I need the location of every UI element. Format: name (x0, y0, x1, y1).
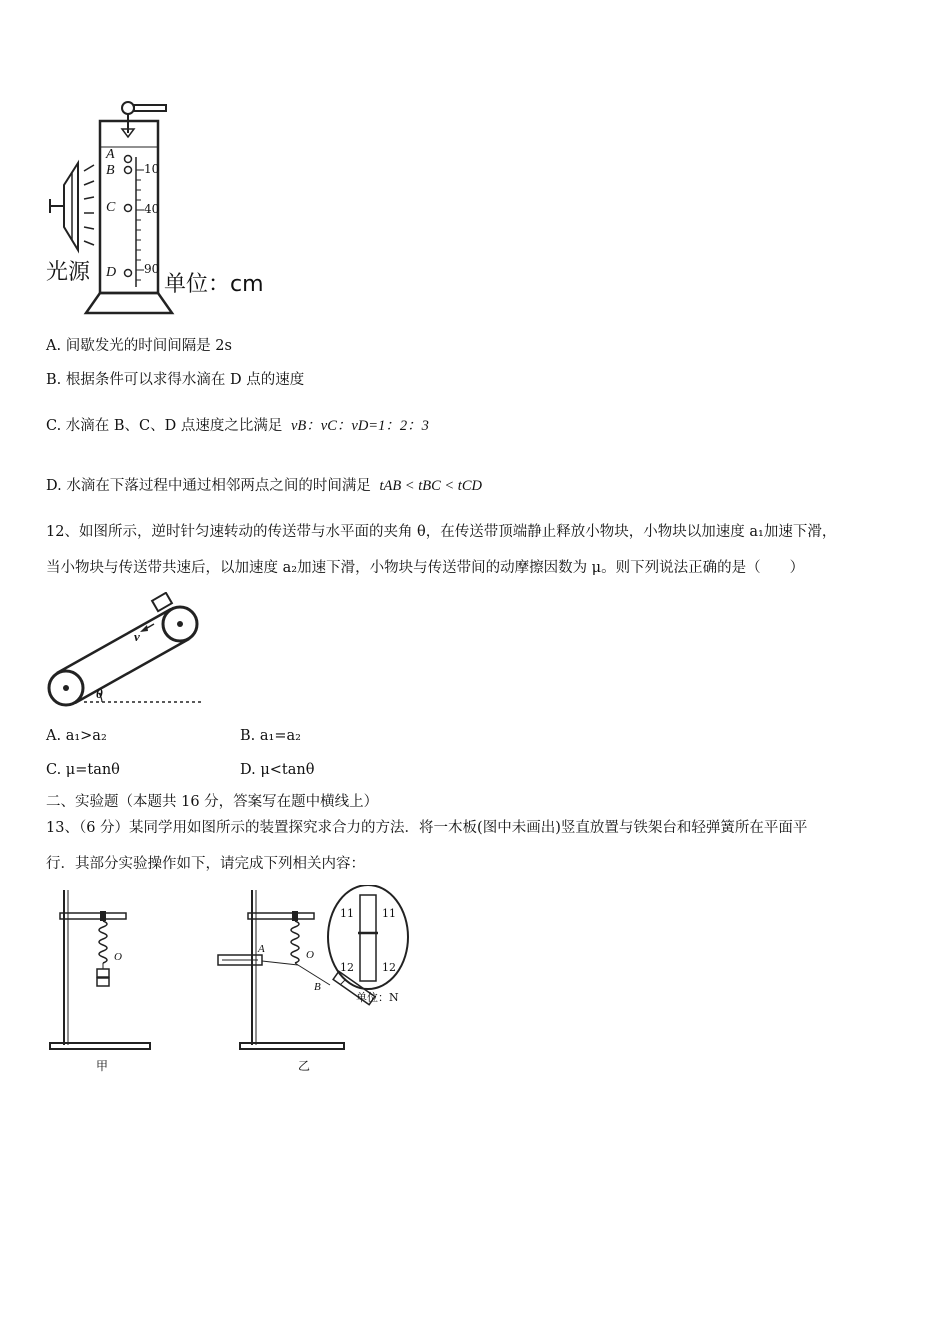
caption-jia: 甲 (96, 1059, 109, 1073)
section-title: 二、实验题（本题共 16 分，答案写在题中横线上） (46, 794, 379, 810)
velocity-label: v (134, 629, 140, 644)
q11-option-c (46, 416, 429, 436)
theta-label: θ (96, 686, 103, 701)
q11-option-b: B. 根据条件可以求得水滴在 D 点的速度 (46, 372, 305, 388)
q12-option-c: C. μ=tanθ (46, 762, 120, 778)
point-b-label: B (106, 163, 115, 178)
point-o-right-label: O (306, 949, 314, 961)
scale-label-40: 40 (144, 202, 160, 216)
caption-yi: 乙 (298, 1059, 311, 1073)
scale-bottom-left-label: 12 (340, 961, 354, 974)
q13-figure (40, 885, 420, 1080)
q11-option-a: A. 间歇发光的时间间隔是 2s (46, 338, 232, 354)
q11-option-d (46, 476, 482, 496)
conveyor-belt-diagram (44, 592, 214, 712)
q12-figure (44, 592, 214, 712)
q11-figure (40, 95, 280, 320)
point-o-left-label: O (114, 951, 122, 963)
q13-stem-line2: 行．其部分实验操作如下，请完成下列相关内容： (46, 856, 365, 872)
scale-top-left-label: 11 (340, 907, 354, 920)
q11-option-c-text: C. 水滴在 B、C、D 点速度之比满足 (46, 418, 283, 434)
scale-label-10: 10 (144, 162, 160, 176)
scale-top-right-label: 11 (382, 907, 396, 920)
force-composition-apparatus-diagram (40, 885, 420, 1080)
q12-stem-line1: 12、如图所示，逆时针匀速转动的传送带与水平面的夹角 θ，在传送带顶端静止释放小物块，小物块以加速度 a₁加速下滑， (46, 524, 837, 540)
point-c-label: C (106, 200, 116, 215)
point-a-label: A (106, 147, 115, 162)
unit-label: 单位：cm (164, 272, 264, 297)
q11-option-d-formula: tAB < tBC < tCD (379, 478, 482, 494)
light-source-label: 光源 (46, 260, 91, 285)
q12-option-a: A. a₁>a₂ (46, 728, 107, 744)
q11-option-d-text: D. 水滴在下落过程中通过相邻两点之间的时间满足 (46, 478, 371, 494)
point-b-label: B (314, 981, 321, 993)
q13-stem-line1: 13、（6 分）某同学用如图所示的装置探究求合力的方法．将一木板(图中未画出)竖直放置与铁架台和轻弹簧所在平面平 (46, 820, 808, 836)
q12-option-b: B. a₁=a₂ (240, 728, 301, 744)
point-d-label: D (106, 265, 117, 280)
q12-stem-line2: 当小物块与传送带共速后，以加速度 a₂加速下滑，小物块与传送带间的动摩擦因数为 μ。则下列说法正确的是（ ） (46, 560, 805, 576)
q11-option-c-formula: vB：vC：vD=1：2：3 (291, 418, 429, 434)
scale-bottom-right-label: 12 (382, 961, 396, 974)
unit-n-label: 单位：N (356, 991, 399, 1004)
scale-label-90: 90 (144, 262, 160, 276)
q12-option-d: D. μ<tanθ (240, 762, 315, 778)
point-a-label: A (258, 943, 265, 955)
